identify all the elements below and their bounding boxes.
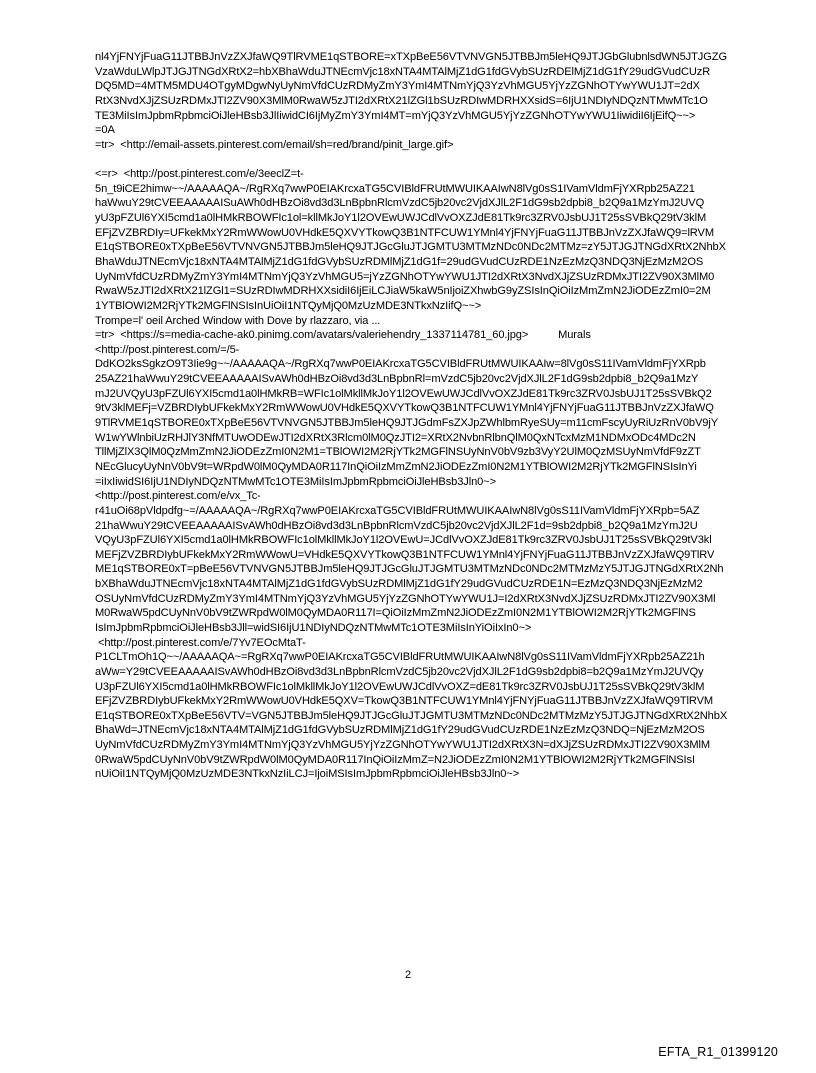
body-line: UyNmVfdCUzRDMyZmY3YmI4MTNmYjQ3YzVhMGU5=jYzZGNhOTYwYWU1JTI2dXRtX3NvdXJjZSUzRDMxJTI2ZV90X3MlM0 <box>95 270 715 283</box>
body-line: <http://post.pinterest.com/e/7Yv7EOcMtaT- <box>95 636 306 649</box>
body-line <box>95 152 745 167</box>
body-line: TE3MiIsImJpbmRpbmciOiJleHBsb3JlIiwidCI6IjMyZmY3YmI4MT=mYjQ3YzVhMGU5YjYzZGNhOTYwYWU1IiwidiI6IjEifQ~~> <box>95 109 696 122</box>
body-line: mJ2UVQyU3pFZUl6YXI5cmd1a0lHMkRB=WFIc1olMkllMkJoY1l2OVEwUWJCdlVvOXZJdE81Tk9rc3ZRV0JsbUJ1T25sSVBkQ2 <box>95 387 712 400</box>
body-line: E1qSTBORE0xTXpBeE56VTVNVGN5JTBBJm5leHQ9JTJGcGluJTJGMTU3MTMzNDc0NDc2MTMz=zY5JTJGJTNGdXRtX2NhbX <box>95 241 726 254</box>
body-line: =iIxIiwidSI6IjU1NDIyNDQzNTMwMTc1OTE3MiIsImJpbmRpbmciOiJleHBsb3Jln0~> <box>95 475 496 488</box>
body-line: yU3pFZUl6YXI5cmd1a0lHMkRBOWFIc1ol=kllMkJoY1l2OVEwUWJCdlVvOXZJdE81Tk9rc3ZRV0JsbUJ1T25sSVBkQ29tV3klM <box>95 212 707 225</box>
body-line: P1CLTmOh1Q~~/AAAAAQA~=RgRXq7wwP0EIAKrcxaTG5CVIBldFRUtMWUIKAAIwN8lVg0sS11IVamVldmFjYXRpb25AZ21h <box>95 651 705 664</box>
body-line: IsImJpbmRpbmciOiJleHBsb3Jll=widSI6IjU1NDIyNDQzNTMwMTc1OTE3MiIsInYiOiIxIn0~> <box>95 621 532 634</box>
body-line: E1qSTBORE0xTXpBeE56VTV=VGN5JTBBJm5leHQ9JTJGcGluJTJGMTU3MTMzNDc0NDc2MTMzMzY5JTJGJTNGdXRtX2NhbX <box>95 709 728 722</box>
body-line: BhaWd=JTNEcmVjc18xNTA4MTAlMjZ1dG1fdGVybSUzRDMlMjZ1dG1fY29udGVudCUzRDE1NzEzMzQ3NDQ=NjEzMzM2OS <box>95 724 705 737</box>
body-line: M0RwaW5pdCUyNnV0bV9tZWRpdW0lM0QyMDA0R117I=QiOiIzMmZmN2JiODEzZmI0N2M1YTBlOWI2M2RjYTk2MGFlNS <box>95 607 696 620</box>
email-body-text <box>95 50 745 782</box>
body-line: RwaW5zJTI2dXRtX21lZGl1=SUzRDIwMDRHXXsidiI6IjEiLCJiaW5kaW5nIjoiZXhwbG9yZSIsInQiOiIzMmZmN2JiODEzZmI0=2M <box>95 285 711 298</box>
body-line: OSUyNmVfdCUzRDMyZmY3YmI4MTNmYjQ3YzVhMGU5YjYzZGNhOTYwYWU1J=I2dXRtX3NvdXJjZSUzRDMxJTI2ZV90X3Ml <box>95 592 716 605</box>
body-line: 21haWwuY29tCVEEAAAAAISvAWh0dHBzOi8vd3d3LnBpbnRlcmVzdC5jb20vc2VjdXJlL2F1d=9sb2dpbi8_b2Q9a1MzYmJ2U <box>95 519 698 532</box>
body-line: 0RwaW5pdCUyNnV0bV9tZWRpdW0lM0QyMDA0R117InQiOiIzMmZ=N2JiODEzZmI0N2M1YTBlOWI2M2RjYTk2MGFlNSIsI <box>95 753 695 766</box>
body-line: =tr> <https://s=media-cache-ak0.pinimg.com/avatars/valeriehendry_1337114781_60.jpg> Murals <box>95 329 591 342</box>
body-line: TllMjZlX3QlM0QzMmZmN2JiODEzZmI0N2M1=TBlOWI2M2RjYTk2MGFlNSUyNnV0bV9zb3VyY2UlM0QzMSUyNmVfdF9zZT <box>95 446 701 459</box>
body-line: VQyU3pFZUl6YXI5cmd1a0lHMkRBOWFIc1olMkllMkJoY1l2OVEwU=JCdlVvOXZJdE81Tk9rc3ZRV0JsbUJ1T25sSVBkQ29tV3kl <box>95 534 712 547</box>
body-line: 9tV3klMEFj=VZBRDIybUFkekMxY2RmWWowU0VHdkE5QXVYTkowQ3B1NTFCUW1YMnl4YjFNYjFuaG11JTBBJnVzZXJfaWQ <box>95 402 714 415</box>
body-line: haWwuY29tCVEEAAAAAISuAWh0dHBzOi8vd3d3LnBpbnRlcmVzdC5jb20vc2VjdXJlL2F1dG9sb2dpbi8_b2Q9a1MzYmJ2UVQ <box>95 197 705 210</box>
document-id: EFTA_R1_01399120 <box>658 1045 778 1059</box>
body-line: <http://post.pinterest.com/=/5- <box>95 343 240 356</box>
body-line: VzaWduLWlpJTJGJTNGdXRtX2=hbXBhaWduJTNEcmVjc18xNTA4MTAlMjZ1dG1fdGVybSUzRDElMjZ1dG1fY29udGVudCUzR <box>95 65 711 78</box>
body-line: BhaWduJTNEcmVjc18xNTA4MTAlMjZ1dG1fdGVybSUzRDMlMjZ1dG1f=29udGVudCUzRDE1NzEzMzQ3NDQ3NjEzMzM2OS <box>95 255 704 268</box>
body-line: DdKO2ksSgkzO9T3Iie9g~~/AAAAAQA~/RgRXq7wwP0EIAKrcxaTG5CVIBldFRUtMWUIKAAIw=8lVg0sS11IVamVldmFjYXRpb <box>95 358 706 371</box>
body-line: <http://post.pinterest.com/e/vx_Tc- <box>95 490 261 503</box>
body-line: nUiOiI1NTQyMjQ0MzUzMDE3NTkxNzIiLCJ=IjoiMSIsImJpbmRpbmciOiJleHBsb3Jln0~> <box>95 768 520 781</box>
body-line: =0A <box>95 124 115 137</box>
body-line: 25AZ21haWwuY29tCVEEAAAAAISvAWh0dHBzOi8vd3d3LnBpbnRl=mVzdC5jb20vc2VjdXJlL2F1dG9sb2dpbi8_b2Q9a1MzY <box>95 373 699 386</box>
body-line: bXBhaWduJTNEcmVjc18xNTA4MTAlMjZ1dG1fdGVybSUzRDMlMjZ1dG1fY29udGVudCUzRDE1N=EzMzQ3NDQ3NjEzMzM2 <box>95 578 703 591</box>
page-number: 2 <box>404 969 412 981</box>
body-line: NEcGlucyUyNnV0bV9t=WRpdW0lM0QyMDA0R117InQiOiIzMmZmN2JiODEzZmI0N2M1YTBlOWI2M2RjYTk2MGFlNSIsInYi <box>95 460 697 473</box>
body-line: nl4YjFNYjFuaG11JTBBJnVzZXJfaWQ9TlRVME1qSTBORE=xTXpBeE56VTVNVGN5JTBBJm5leHQ9JTJGbGlubnlsdWN5JTJGZG <box>95 51 727 63</box>
body-line: 1YTBlOWI2M2RjYTk2MGFlNSIsInUiOiI1NTQyMjQ0MzUzMDE3NTkxNzIifQ~~> <box>95 299 482 312</box>
body-line: r41uOi68pVldpdfg~=/AAAAAQA~/RgRXq7wwP0EIAKrcxaTG5CVIBldFRUtMWUIKAAIwN8lVg0sS11IVamVldmFjYXRpb=5AZ <box>95 504 700 517</box>
body-line: EFjZVZBRDIybUFkekMxY2RmWWowU0VHdkE5QXV=TkowQ3B1NTFCUW1YMnl4YjFNYjFuaG11JTBBJnVzZXJfaWQ9TlRVM <box>95 695 714 708</box>
body-line: EFjZVZBRDIy=UFkekMxY2RmWWowU0VHdkE5QXVYTkowQ3B1NTFCUW1YMnl4YjFNYjFuaG11JTBBJnVzZXJfaWQ9=lRVM <box>95 226 714 239</box>
body-line: UyNmVfdCUzRDMyZmY3YmI4MTNmYjQ3YzVhMGU5YjYzZGNhOTYwYWU1JTI2dXRtX3N=dXJjZSUzRDMxJTI2ZV90X3MlM <box>95 739 711 752</box>
body-line: 9TlRVME1qSTBORE0xTXpBeE56VTVNVGN5JTBBJm5leHQ9JTJGdmFsZXJpZWhlbmRyeSUy=m11cmFscyUyRiUzRnV0bV9jY <box>95 417 719 430</box>
body-line: ME1qSTBORE0xT=pBeE56VTVNVGN5JTBBJm5leHQ9JTJGcGluJTJGMTU3MTMzNDc0NDc2MTMzMzY5JTJGJTNGdXRtX2Nh <box>95 563 724 576</box>
body-line: aWw=Y29tCVEEAAAAAISvAWh0dHBzOi8vd3d3LnBpbnRlcmVzdC5jb20vc2VjdXJlL2F1dG9sb2dpbi8=b2Q9a1MzYmJ2UVQy <box>95 665 704 678</box>
body-line: =tr> <http://email-assets.pinterest.com/email/sh=red/brand/pinit_large.gif> <box>95 138 454 151</box>
body-line: MEFjZVZBRDIybUFkekMxY2RmWWowU=VHdkE5QXVYTkowQ3B1NTFCUW1YMnl4YjFNYjFuaG11JTBBJnVzZXJfaWQ9TlRV <box>95 548 715 561</box>
body-line: <=r> <http://post.pinterest.com/e/3eeclZ=t- <box>95 168 304 181</box>
body-line: W1wYWlnbiUzRHJlY3NfMTUwODEwJTI2dXRtX3Rlcm0lM0QzJTI2=XRtX2NvbnRlbnQlM0QxNTcxMzM1NDMxODc4MDc2N <box>95 431 696 444</box>
body-line: DQ5MD=4MTM5MDU4OTgyMDgwNyUyNmVfdCUzRDMyZmY3YmI4MTNmYjQ3YzVhMGU5YjYzZGNhOTYwYWU1JT=2dX <box>95 80 700 93</box>
body-line: U3pFZUl6YXI5cmd1a0lHMkRBOWFIc1olMkllMkJoY1l2OVEwUWJCdlVvOXZ=dE81Tk9rc3ZRV0JsbUJ1T25sSVBkQ29tV3klM <box>95 680 705 693</box>
body-line: 5n_t9iCE2himw~~/AAAAAQA~/RgRXq7wwP0EIAKrcxaTG5CVIBldFRUtMWUIKAAIwN8lVg0sS1IVamVldmFjYXRpb25AZ21 <box>95 182 695 195</box>
body-line: Trompe=l' oeil Arched Window with Dove by rlazzaro, via ... <box>95 314 381 327</box>
body-line: RtX3NvdXJjZSUzRDMxJTI2ZV90X3MlM0RwaW5zJTI2dXRtX21lZGl1bSUzRDIwMDRHXXsidS=6IjU1NDIyNDQzNTMwMTc1O <box>95 94 708 107</box>
